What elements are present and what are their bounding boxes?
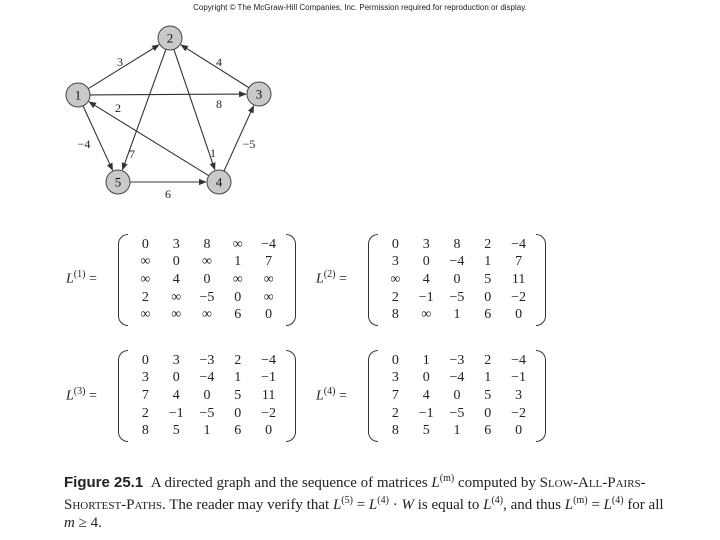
matrix-2-cell: 1 — [484, 254, 492, 270]
matrix-1-cell: ∞ — [232, 236, 243, 252]
matrix-2-name: L — [316, 271, 324, 287]
matrix-1-cell: 2 — [141, 289, 149, 305]
matrix-1-cell: 0 — [172, 254, 180, 270]
matrix-2-cell: −4 — [511, 236, 527, 252]
matrix-3-cell: 1 — [234, 370, 242, 386]
matrix-4-cell: 0 — [515, 423, 523, 439]
matrix-2-superscript: (2) — [323, 269, 336, 280]
matrix-2-cell: −2 — [511, 289, 527, 305]
matrix-3-cell: −4 — [261, 352, 277, 368]
matrix-2-cell: 6 — [484, 307, 492, 323]
matrix-4-cell: 0 — [484, 405, 492, 421]
matrix-3-cell: 11 — [261, 387, 276, 403]
graph-node-1 — [66, 83, 90, 107]
matrix-2-cell: 1 — [453, 307, 461, 323]
caption-L-4: L — [483, 497, 492, 513]
caption-sup-5: (5) — [341, 495, 353, 506]
matrix-2-cell: 4 — [422, 271, 430, 287]
matrix-1-cell: ∞ — [140, 307, 151, 323]
matrix-3-cell: 5 — [172, 423, 180, 439]
matrix-3-cell: 8 — [141, 423, 149, 439]
matrix-4-cell: −4 — [449, 370, 465, 386]
matrix-4-label — [316, 386, 347, 405]
matrix-3-cell: −5 — [199, 405, 215, 421]
matrix-2-equals: = — [335, 271, 347, 287]
matrix-4-cell: 3 — [515, 387, 523, 403]
matrix-1-cell: −5 — [199, 289, 215, 305]
matrix-1-cell: 0 — [141, 236, 149, 252]
matrix-3-cell: 5 — [234, 387, 242, 403]
matrix-1-cell: 4 — [172, 271, 180, 287]
caption-equals-1: = — [352, 497, 369, 513]
matrix-3-label — [66, 386, 97, 405]
edge-2-4 — [174, 49, 215, 169]
matrix-2-label — [316, 269, 347, 288]
matrix-1-cell: ∞ — [202, 254, 212, 270]
matrix-4-cell: 8 — [391, 423, 399, 439]
matrix-1-superscript: (1) — [73, 269, 86, 280]
matrix-3-cell: 4 — [172, 387, 180, 403]
caption-sup-m-2: (m) — [573, 495, 588, 506]
edge-weight-label: 8 — [216, 97, 222, 111]
matrix-4-cell: 4 — [422, 387, 430, 403]
matrix-3-equals: = — [85, 388, 97, 404]
edge-weight-label: −5 — [242, 137, 256, 151]
caption-sup-4c: (4) — [611, 495, 624, 506]
matrix-4-cell: 0 — [422, 370, 430, 386]
graph-node-label: 2 — [166, 30, 174, 46]
matrix-3-cell: 0 — [234, 405, 242, 421]
matrix-1-cell: 0 — [203, 271, 211, 287]
figure-caption — [64, 470, 674, 532]
matrix-1-cell: ∞ — [232, 271, 243, 287]
matrix-4-cell: 7 — [391, 387, 399, 403]
caption-text-7: ≥ 4. — [74, 515, 102, 531]
matrix-3-cell: 1 — [203, 423, 211, 439]
matrix-3-cell: −3 — [199, 352, 215, 368]
copyright-notice: Copyright © The McGraw-Hill Companies, Inc. Permission required for reproduction or display. — [193, 3, 527, 12]
matrix-2-cell: ∞ — [421, 307, 432, 323]
matrix-2-cell: 0 — [422, 254, 430, 270]
caption-text-1: A directed graph and the sequence of matrices — [150, 475, 432, 491]
matrix-2-cell: 8 — [453, 236, 461, 252]
matrix-2-right-bracket — [536, 234, 546, 326]
graph-node-2 — [158, 26, 182, 50]
caption-L-6: L — [603, 497, 612, 513]
matrix-3-cell: −2 — [261, 405, 277, 421]
matrix-1-cell: 0 — [234, 289, 242, 305]
matrix-2-cell: 2 — [391, 289, 399, 305]
matrix-4-cell: −1 — [511, 370, 527, 386]
matrix-2-grid — [380, 236, 534, 324]
matrix-1-cell: −4 — [261, 236, 277, 252]
matrix-1-cell: ∞ — [171, 307, 182, 323]
graph-node-3 — [247, 82, 271, 106]
matrix-2-cell: 3 — [391, 254, 399, 270]
matrix-L4 — [368, 350, 546, 442]
edge-weight-label: 3 — [117, 55, 123, 69]
caption-text-6: for all — [623, 497, 664, 513]
graph-node-label: 4 — [215, 174, 223, 190]
matrix-1-name: L — [66, 271, 74, 287]
matrix-L1 — [118, 234, 296, 326]
edge-weight-label: 1 — [210, 146, 216, 160]
matrix-4-cell: 1 — [484, 370, 492, 386]
matrix-1-left-bracket — [118, 234, 128, 326]
matrix-4-cell: 5 — [484, 387, 492, 403]
graph-node-label: 1 — [74, 87, 82, 103]
caption-sup-4b: (4) — [491, 495, 504, 506]
matrix-3-cell: 2 — [234, 352, 242, 368]
matrix-4-cell: 1 — [422, 352, 430, 368]
matrix-3-cell: 3 — [141, 370, 149, 386]
matrix-2-cell: −5 — [449, 289, 465, 305]
matrix-3-cell: 7 — [141, 387, 149, 403]
matrix-3-name: L — [66, 388, 74, 404]
matrix-1-cell: 6 — [234, 307, 242, 323]
caption-text-2: computed by — [454, 475, 540, 491]
matrix-4-cell: 0 — [391, 352, 399, 368]
matrix-3-cell: −4 — [199, 370, 215, 386]
caption-L-1: L — [431, 475, 440, 491]
caption-m: m — [64, 515, 75, 531]
matrix-4-left-bracket — [368, 350, 378, 442]
matrix-3-cell: 3 — [172, 352, 180, 368]
matrix-L2 — [368, 234, 546, 326]
matrix-4-cell: 2 — [391, 405, 399, 421]
matrix-1-cell: 1 — [234, 254, 242, 270]
matrix-2-cell: 7 — [515, 254, 523, 270]
caption-text-4: is equal to — [413, 497, 484, 513]
matrix-L3 — [118, 350, 296, 442]
matrix-1-cell: ∞ — [202, 307, 212, 323]
matrix-4-cell: 1 — [453, 423, 461, 439]
matrix-1-cell: 0 — [265, 307, 273, 323]
graph-node-4 — [207, 170, 231, 194]
edge-weight-label: −4 — [77, 137, 91, 151]
matrix-2-cell: −4 — [449, 254, 465, 270]
caption-sup-4a: (4) — [377, 495, 389, 506]
matrix-1-cell: ∞ — [140, 271, 151, 287]
matrix-2-cell: 0 — [453, 271, 461, 287]
matrix-4-name: L — [316, 388, 324, 404]
matrix-4-grid — [380, 352, 534, 440]
edge-weight-label: 7 — [129, 147, 135, 161]
edge-weight-label: 6 — [165, 187, 171, 201]
matrix-3-cell: −1 — [168, 405, 184, 421]
matrix-2-cell: ∞ — [390, 271, 401, 287]
figure-label: Figure 25.1 — [64, 474, 144, 491]
matrix-2-cell: 8 — [391, 307, 399, 323]
caption-sup-m: (m) — [439, 473, 455, 484]
graph-node-label: 5 — [114, 174, 122, 190]
matrix-4-cell: 0 — [453, 387, 461, 403]
edge-weight-label: 4 — [216, 55, 222, 69]
matrix-4-cell: 2 — [484, 352, 492, 368]
caption-W: W — [401, 497, 414, 513]
edge-1-3 — [90, 94, 246, 95]
matrix-3-superscript: (3) — [73, 386, 86, 397]
graph-node-label: 3 — [255, 86, 263, 102]
matrix-2-cell: 0 — [391, 236, 399, 252]
caption-L-2: L — [332, 497, 342, 513]
matrix-1-cell: 8 — [203, 236, 211, 252]
matrix-3-cell: 0 — [141, 352, 149, 368]
matrix-1-right-bracket — [286, 234, 296, 326]
caption-algorithm-name: Slow-All-Pairs-Shortest-Paths — [64, 475, 646, 513]
matrix-1-cell: 3 — [172, 236, 180, 252]
caption-text-3: . The reader may verify that — [162, 497, 333, 513]
matrix-1-cell: ∞ — [263, 289, 274, 305]
matrix-2-left-bracket — [368, 234, 378, 326]
matrix-2-cell: 0 — [484, 289, 492, 305]
matrix-1-grid — [130, 236, 284, 324]
matrix-1-cell: 7 — [265, 254, 273, 270]
matrix-4-cell: 5 — [422, 423, 430, 439]
matrix-4-cell: 3 — [391, 370, 399, 386]
matrix-1-cell: ∞ — [140, 254, 151, 270]
caption-text-5: , and thus — [503, 497, 565, 513]
matrix-1-equals: = — [85, 271, 97, 287]
matrix-3-cell: 0 — [172, 370, 180, 386]
matrix-2-cell: 5 — [484, 271, 492, 287]
matrix-1-cell: ∞ — [263, 271, 274, 287]
matrix-3-cell: −1 — [261, 370, 277, 386]
matrix-3-grid — [130, 352, 284, 440]
matrix-4-superscript: (4) — [323, 386, 336, 397]
matrix-2-cell: −1 — [418, 289, 434, 305]
matrix-4-cell: −1 — [418, 405, 434, 421]
matrix-4-cell: −3 — [449, 352, 465, 368]
edge-weight-label: 2 — [115, 101, 121, 115]
caption-L-3: L — [368, 497, 378, 513]
matrix-2-cell: 0 — [515, 307, 523, 323]
edge-1-2 — [88, 45, 159, 89]
matrix-3-cell: 6 — [234, 423, 242, 439]
caption-equals-2: = — [587, 497, 604, 513]
edge-3-2 — [181, 45, 249, 88]
matrix-4-right-bracket — [536, 350, 546, 442]
matrix-4-cell: −4 — [511, 352, 527, 368]
matrix-3-cell: 2 — [141, 405, 149, 421]
matrix-4-cell: 6 — [484, 423, 492, 439]
matrix-3-right-bracket — [286, 350, 296, 442]
directed-graph — [0, 0, 720, 210]
matrix-3-cell: 0 — [265, 423, 273, 439]
matrix-2-cell: 3 — [422, 236, 430, 252]
matrix-4-equals: = — [335, 388, 347, 404]
matrix-2-cell: 2 — [484, 236, 492, 252]
matrix-3-cell: 0 — [203, 387, 211, 403]
caption-L-5: L — [564, 497, 574, 513]
edge-4-1 — [89, 102, 209, 176]
caption-dot: · — [388, 497, 402, 513]
matrix-1-cell: ∞ — [171, 289, 182, 305]
graph-node-5 — [106, 170, 130, 194]
matrix-4-cell: −5 — [449, 405, 465, 421]
matrix-3-left-bracket — [118, 350, 128, 442]
matrix-1-label — [66, 269, 97, 288]
matrix-2-cell: 11 — [511, 271, 526, 287]
matrix-4-cell: −2 — [511, 405, 527, 421]
